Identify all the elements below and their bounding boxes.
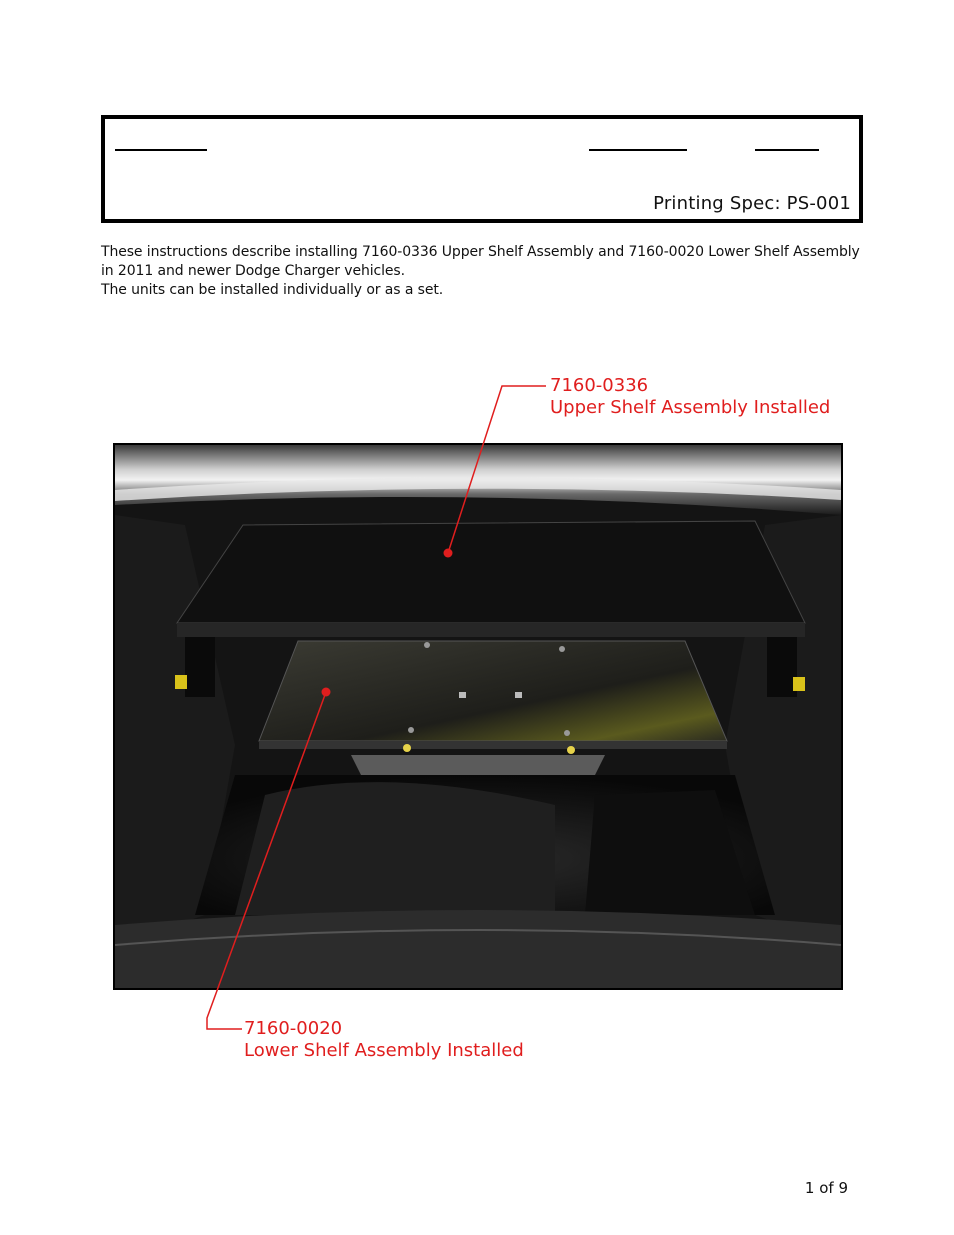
upper-shelf-callout: [550, 375, 830, 419]
lower-shelf-callout: [244, 1018, 524, 1062]
page-number: 1 of 9: [804, 1179, 848, 1197]
intro-line-1: These instructions describe installing 7160-0336 Upper Shelf Assembly and 7160-0020 Lower Shelf Assembly: [101, 244, 860, 260]
lower-shelf-description: Lower Shelf Assembly Installed: [244, 1040, 524, 1061]
title-block: [101, 115, 863, 223]
printing-spec: Printing Spec: PS-001: [653, 193, 851, 214]
trunk-photo: [113, 443, 843, 990]
lower-shelf-part-number: 7160-0020: [244, 1018, 343, 1039]
intro-text: [101, 243, 891, 300]
title-rule-3: [755, 149, 819, 151]
title-rule-1: [115, 149, 207, 151]
upper-shelf-description: Upper Shelf Assembly Installed: [550, 397, 831, 418]
intro-line-2: in 2011 and newer Dodge Charger vehicles.: [101, 263, 405, 279]
intro-line-3: The units can be installed individually or as a set.: [101, 282, 444, 298]
trunk-photo-illustration: [115, 445, 841, 988]
upper-shelf-part-number: 7160-0336: [550, 375, 649, 396]
title-rule-2: [589, 149, 687, 151]
